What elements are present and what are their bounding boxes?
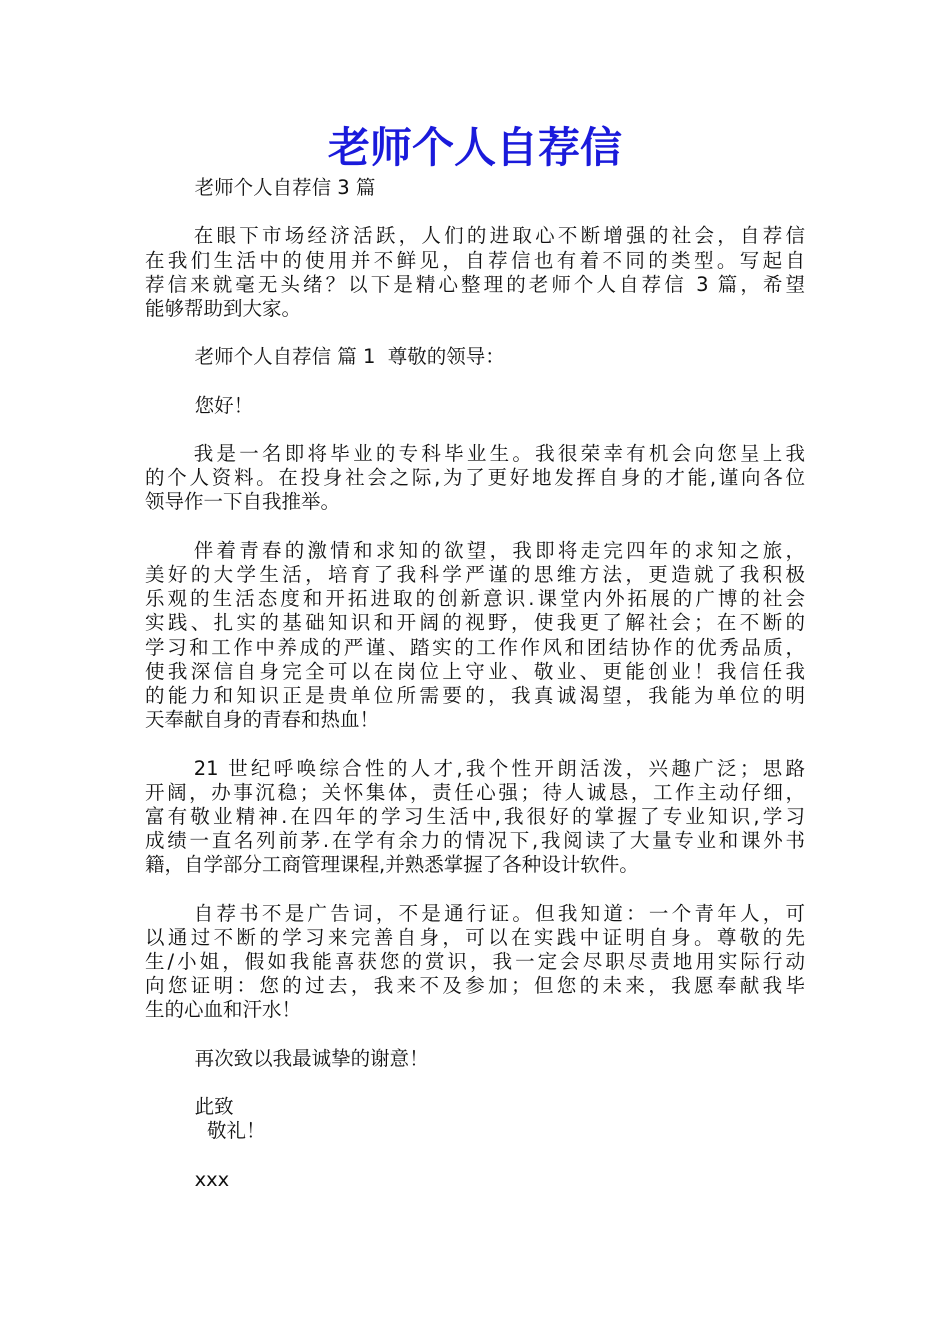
document-body	[145, 176, 805, 1192]
text-line: 老师个人自荐信 篇 1 尊敬的领导：	[145, 345, 505, 369]
document-title: 老师个人自荐信	[327, 123, 622, 172]
text-line: 以通过不断的学习来完善自身，可以在实践中证明自身。尊敬的先	[145, 925, 805, 949]
blank-line	[145, 1023, 805, 1047]
text-line: 荐信来就毫无头绪？以下是精心整理的老师个人自荐信 3 篇，希望	[145, 272, 805, 296]
text-line: 的能力和知识正是贵单位所需要的，我真诚渴望，我能为单位的明	[145, 683, 805, 707]
text-line: 此致	[145, 1095, 234, 1119]
text-line: 能够帮助到大家。	[145, 296, 302, 320]
text-line: 在我们生活中的使用并不鲜见，自荐信也有着不同的类型。写起自	[145, 248, 805, 272]
text-line: 领导作一下自我推举。	[145, 490, 341, 514]
blank-line	[145, 1144, 805, 1168]
blank-line	[145, 200, 805, 224]
text-line: 生/小姐，假如我能喜获您的赏识，我一定会尽职尽责地用实际行动	[145, 950, 805, 973]
text-line: 乐观的生活态度和开拓进取的创新意识.课堂内外拓展的广博的社会	[145, 587, 805, 611]
text-line: 自荐书不是广告词，不是通行证。但我知道：一个青年人，可	[193, 901, 805, 925]
blank-line	[145, 321, 805, 345]
blank-line	[145, 515, 805, 539]
text-line: 21 世纪呼唤综合性的人才,我个性开朗活泼，兴趣广泛；思路	[193, 756, 805, 780]
blank-line	[145, 418, 805, 442]
text-line: 成绩一直名列前茅.在学有余力的情况下,我阅读了大量专业和课外书	[145, 829, 805, 853]
text-line: 生的心血和汗水！	[145, 998, 302, 1022]
text-line: xxx	[145, 1167, 230, 1191]
text-line: 向您证明：您的过去，我来不及参加；但您的未来，我愿奉献我毕	[145, 974, 805, 998]
blank-line	[145, 732, 805, 756]
blank-line	[145, 877, 805, 901]
text-line: 富有敬业精神.在四年的学习生活中,我很好的掌握了专业知识,学习	[145, 804, 805, 828]
text-line: 籍，自学部分工商管理课程,并熟悉掌握了各种设计软件。	[145, 853, 639, 877]
text-line: 您好！	[145, 393, 254, 417]
text-line: 老师个人自荐信 3 篇	[145, 176, 376, 199]
text-line: 的个人资料。在投身社会之际,为了更好地发挥自身的才能,谨向各位	[145, 466, 805, 490]
text-line: 伴着青春的激情和求知的欲望，我即将走完四年的求知之旅，	[193, 538, 805, 562]
text-line: 敬礼！	[145, 1119, 266, 1143]
text-line: 实践、扎实的基础知识和开阔的视野，使我更了解社会；在不断的	[145, 611, 805, 635]
text-line: 再次致以我最诚挚的谢意！	[145, 1046, 429, 1070]
text-line: 美好的大学生活，培育了我科学严谨的思维方法，更造就了我积极	[145, 563, 805, 586]
text-line: 天奉献自身的青春和热血！	[145, 708, 380, 732]
text-line: 我是一名即将毕业的专科毕业生。我很荣幸有机会向您呈上我	[193, 442, 805, 466]
text-line: 开阔，办事沉稳；关怀集体，责任心强；待人诚恳，工作主动仔细，	[145, 780, 805, 804]
blank-line	[145, 1071, 805, 1095]
text-line: 在眼下市场经济活跃，人们的进取心不断增强的社会，自荐信	[193, 224, 805, 248]
text-line: 学习和工作中养成的严谨、踏实的工作作风和团结协作的优秀品质，	[145, 635, 805, 659]
blank-line	[145, 370, 805, 394]
text-line: 使我深信自身完全可以在岗位上守业、敬业、更能创业！我信任我	[145, 659, 805, 683]
